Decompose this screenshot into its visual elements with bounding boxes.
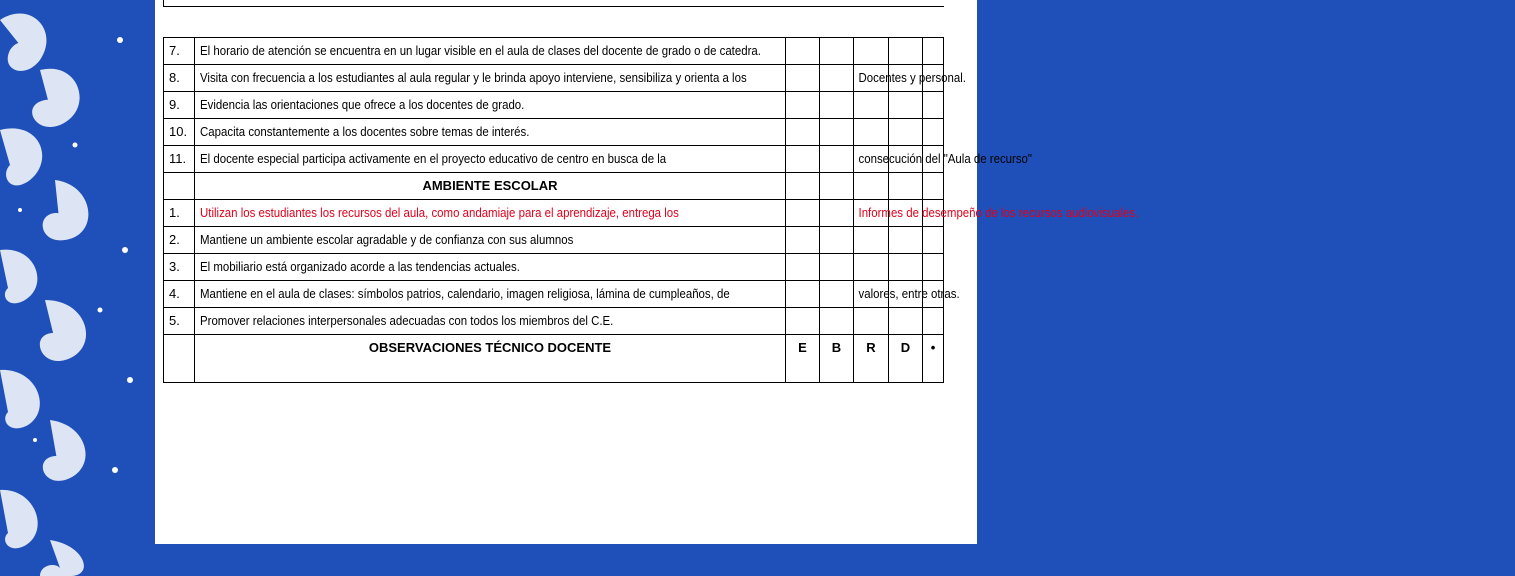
item-text	[195, 65, 967, 92]
rating-cell	[820, 92, 854, 119]
rating-cell	[923, 38, 944, 65]
item-number: 5.	[164, 308, 195, 335]
rating-cell	[923, 308, 944, 335]
rating-label: •	[923, 335, 944, 383]
table-row	[164, 254, 944, 281]
table-row	[164, 281, 944, 308]
rating-cell	[854, 173, 889, 200]
item-number: 4.	[164, 281, 195, 308]
rating-label: D	[889, 335, 923, 383]
section-title: AMBIENTE ESCOLAR	[195, 173, 786, 200]
rating-label: R	[854, 335, 889, 383]
decorative-ornament	[0, 0, 160, 576]
rating-cell	[854, 227, 889, 254]
table-row	[164, 146, 944, 173]
table-row	[164, 65, 944, 92]
item-number: 1.	[164, 200, 195, 227]
observations-row	[164, 335, 944, 383]
item-number: 7.	[164, 38, 195, 65]
rating-cell	[889, 254, 923, 281]
item-text	[195, 92, 786, 119]
observations-title: OBSERVACIONES TÉCNICO DOCENTE	[195, 335, 786, 383]
item-text-line: valores, entre otras.	[858, 286, 961, 301]
rating-cell	[889, 92, 923, 119]
item-number: 8.	[164, 65, 195, 92]
item-text-line: El docente especial participa activamente en el proyecto educativo de centro en busca de la	[200, 151, 667, 166]
table-row	[164, 308, 944, 335]
rating-cell	[889, 173, 923, 200]
rating-cell	[820, 173, 854, 200]
rating-cell	[923, 173, 944, 200]
rating-label: B	[820, 335, 854, 383]
rating-cell	[820, 65, 854, 92]
table-row	[164, 38, 944, 65]
rating-cell	[923, 92, 944, 119]
rating-cell	[820, 119, 854, 146]
rating-cell	[820, 281, 854, 308]
item-text	[195, 308, 786, 335]
item-text-line: Utilizan los estudiantes los recursos del aula, como andamiaje para el aprendizaje, entrega los	[200, 205, 679, 220]
item-text-line: Docentes y personal.	[858, 70, 967, 85]
item-number: 10.	[164, 119, 195, 146]
rating-cell	[786, 173, 820, 200]
item-number: 3.	[164, 254, 195, 281]
rating-cell	[820, 146, 854, 173]
rating-cell	[820, 254, 854, 281]
rating-cell	[923, 254, 944, 281]
item-text	[195, 38, 786, 65]
rating-cell	[854, 254, 889, 281]
item-text	[195, 146, 1033, 173]
table-row	[164, 92, 944, 119]
rating-cell	[889, 119, 923, 146]
item-text-line: Informes de desempeño de los recursos audiovisuales.	[858, 205, 1139, 220]
rating-label: E	[786, 335, 820, 383]
empty-cell	[164, 173, 195, 200]
item-number: 9.	[164, 92, 195, 119]
item-text-line: Promover relaciones interpersonales adecuadas con todos los miembros del C.E.	[200, 313, 614, 328]
rating-cell	[854, 92, 889, 119]
rating-cell	[889, 308, 923, 335]
item-text-line: Visita con frecuencia a los estudiantes al aula regular y le brinda apoyo interviene, sensibiliza y orienta a los	[200, 70, 747, 85]
item-text	[195, 200, 1139, 227]
item-text-line: El horario de atención se encuentra en un lugar visible en el aula de clases del docente de grado o de catedra.	[200, 43, 761, 58]
rating-cell	[820, 38, 854, 65]
item-text-line: Mantiene en el aula de clases: símbolos patrios, calendario, imagen religiosa, lámina de cumpleaños, de	[200, 286, 730, 301]
rating-cell	[820, 200, 854, 227]
item-text-line: consecución del "Aula de recurso"	[858, 151, 1033, 166]
rating-cell	[820, 227, 854, 254]
item-text	[195, 227, 786, 254]
item-text	[195, 119, 786, 146]
item-text-line: Capacita constantemente a los docentes sobre temas de interés.	[200, 124, 530, 139]
rating-cell	[923, 119, 944, 146]
rating-cell	[923, 227, 944, 254]
table-row	[164, 119, 944, 146]
empty-cell	[164, 335, 195, 383]
rating-cell	[889, 38, 923, 65]
item-number: 11.	[164, 146, 195, 173]
rating-cell	[854, 308, 889, 335]
item-number: 2.	[164, 227, 195, 254]
item-text-line: Evidencia las orientaciones que ofrece a los docentes de grado.	[200, 97, 525, 112]
section-header-row	[164, 173, 944, 200]
evaluation-table	[163, 37, 1139, 383]
rating-cell	[854, 38, 889, 65]
item-text-line: Mantiene un ambiente escolar agradable y de confianza con sus alumnos	[200, 232, 574, 247]
item-text-line: El mobiliario está organizado acorde a las tendencias actuales.	[200, 259, 520, 274]
item-text	[195, 254, 786, 281]
table-row	[164, 200, 944, 227]
item-text	[195, 281, 961, 308]
rating-cell	[820, 308, 854, 335]
rating-cell	[854, 119, 889, 146]
rating-cell	[889, 227, 923, 254]
top-strip	[155, 0, 977, 33]
table-row	[164, 227, 944, 254]
